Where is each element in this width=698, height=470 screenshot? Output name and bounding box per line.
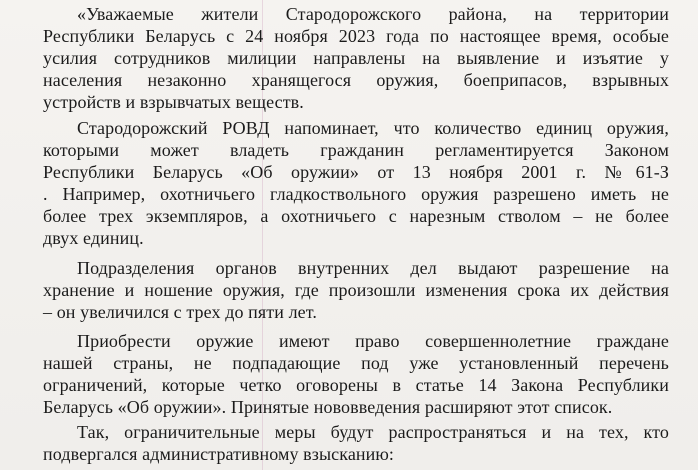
paragraph-2-line-3: Республики Беларусь «Об оружии» от 13 ноября 2001 г. №61-З: [43, 162, 669, 182]
paragraph-4-line-2: нашей страны, не подпадающие под уже установленный перечень: [43, 353, 669, 373]
paragraph-3-line-3: – он увеличился с трех до пяти лет.: [43, 302, 317, 322]
paragraph-4-line-4: Беларусь «Об оружии». Принятые нововведения расширяют этот список.: [43, 397, 613, 417]
paragraph-4-line-3: ограничений, которые четко оговорены в статье 14 Закона Республики: [43, 375, 669, 395]
paragraph-1-line-2: Республики Беларусь с 24 ноября 2023 года по настоящее время, особые: [43, 26, 669, 46]
paragraph-3-line-1: Подразделения органов внутренних дел выдают разрешение на: [77, 258, 669, 278]
paragraph-2-line-5: более трех экземпляров, а охотничьего с нарезным стволом – не более: [43, 206, 669, 226]
paragraph-2-line-2: которыми может владеть гражданин регламентируется Законом: [43, 140, 669, 160]
paragraph-5-line-2: подвергался административному взысканию:: [43, 444, 395, 464]
paragraph-1-line-3: усилия сотрудников милиции направлены на выявление и изъятие у: [43, 48, 669, 68]
paragraph-2-line-1: Стародорожский РОВД напоминает, что количество единиц оружия,: [77, 118, 669, 138]
paragraph-5-line-1: Так, ограничительные меры будут распространяться и на тех, кто: [77, 422, 669, 442]
paragraph-3-line-2: хранение и ношение оружия, где произошли изменения срока их действия: [43, 280, 669, 300]
paragraph-1-line-1: «Уважаемые жители Стародорожского района, на территории: [77, 4, 669, 24]
paragraph-4-line-1: Приобрести оружие имеют право совершеннолетние граждане: [77, 331, 669, 351]
paragraph-2-line-4: . Например, охотничьего гладкоствольного оружия разрешено иметь не: [43, 184, 669, 204]
paragraph-1-line-5: устройств и взрывчатых веществ.: [43, 92, 304, 112]
paragraph-1-line-4: населения незаконно хранящегося оружия, боеприпасов, взрывных: [43, 70, 669, 90]
paragraph-2-line-6: двух единиц.: [43, 228, 144, 248]
